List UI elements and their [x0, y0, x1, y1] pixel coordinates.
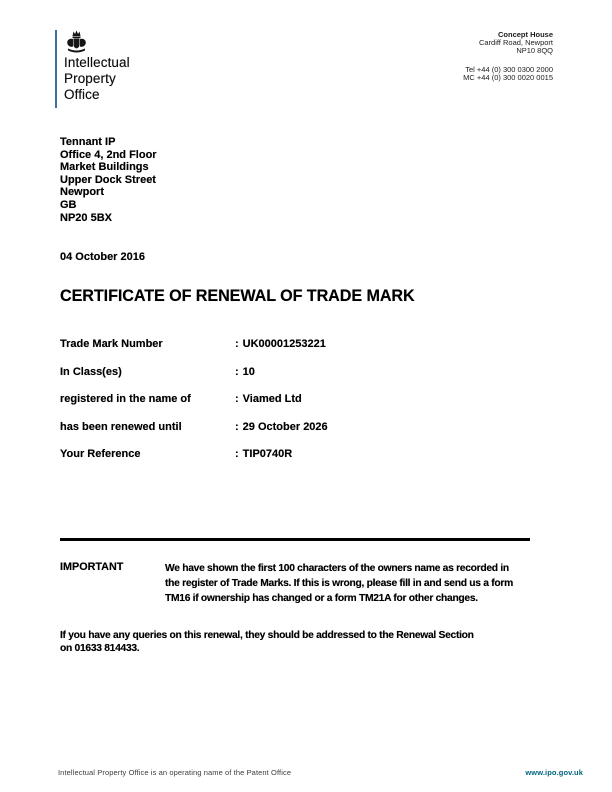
important-text-line: the register of Trade Marks. If this is wrong, please fill in and send us a form: [165, 578, 513, 590]
office-address-minicom: MC +44 (0) 300 0020 0015: [463, 73, 553, 82]
footer-website-link[interactable]: www.ipo.gov.uk: [525, 768, 583, 777]
logo-line-2: Property: [64, 70, 116, 86]
detail-separator: :: [235, 338, 239, 350]
queries-text: [60, 630, 570, 655]
detail-value: Viamed Ltd: [242, 393, 302, 406]
important-text-line: TM16 if ownership has changed or a form TM21A for other changes.: [165, 593, 478, 605]
logo-line-3: Office: [64, 86, 100, 102]
logo-line-1: Intellectual: [64, 55, 130, 70]
office-address-name: Concept House: [497, 30, 553, 39]
detail-separator: :: [235, 365, 239, 378]
detail-separator: :: [235, 448, 239, 461]
letter-date: 04 October 2016: [60, 251, 145, 263]
detail-label: registered in the name of: [60, 393, 191, 406]
detail-separator: :: [235, 393, 239, 406]
logo-wordmark: [64, 55, 130, 102]
footer-disclaimer: Intellectual Property Office is an operating name of the Patent Office: [58, 768, 292, 777]
queries-text-line: If you have any queries on this renewal, they should be addressed to the Renewal Section: [60, 630, 474, 641]
detail-row-renewed-until: [60, 421, 530, 449]
important-text-line: We have shown the first 100 characters of the owners name as recorded in: [165, 563, 509, 574]
detail-value: TIP0740R: [242, 448, 293, 461]
office-address-tel: Tel +44 (0) 300 0300 2000: [465, 65, 553, 74]
detail-value: UK00001253221: [242, 338, 326, 350]
royal-crest-icon: [64, 29, 89, 56]
detail-row-owner: [60, 393, 530, 421]
office-address-street: Cardiff Road, Newport: [478, 38, 553, 47]
section-divider: [60, 538, 530, 541]
detail-row-your-reference: [60, 448, 530, 476]
details-table: [60, 338, 530, 476]
logo-accent-bar: [55, 30, 57, 108]
queries-text-line: on 01633 814433.: [60, 642, 140, 654]
office-address-postcode: NP10 8QQ: [516, 46, 553, 55]
detail-row-trade-mark-number: [60, 338, 530, 366]
document-title: CERTIFICATE OF RENEWAL OF TRADE MARK: [60, 287, 415, 305]
recipient-line: Office 4, 2nd Floor: [60, 148, 157, 161]
detail-label: Your Reference: [60, 448, 141, 461]
detail-separator: :: [235, 420, 239, 433]
recipient-line: NP20 5BX: [60, 211, 112, 224]
detail-label: Trade Mark Number: [60, 338, 163, 350]
recipient-address: [60, 136, 157, 224]
detail-label: In Class(es): [60, 365, 122, 378]
recipient-line: Newport: [60, 186, 104, 199]
detail-row-class: [60, 366, 530, 394]
recipient-line: Market Buildings: [60, 161, 149, 174]
detail-value: 29 October 2026: [242, 420, 328, 433]
important-label: IMPORTANT: [60, 561, 124, 573]
recipient-line: GB: [60, 198, 77, 211]
office-address: [463, 31, 553, 82]
recipient-line: Upper Dock Street: [60, 173, 156, 186]
important-text: [165, 561, 557, 607]
detail-label: has been renewed until: [60, 420, 182, 433]
detail-value: 10: [242, 365, 255, 378]
recipient-line: Tennant IP: [60, 136, 116, 148]
